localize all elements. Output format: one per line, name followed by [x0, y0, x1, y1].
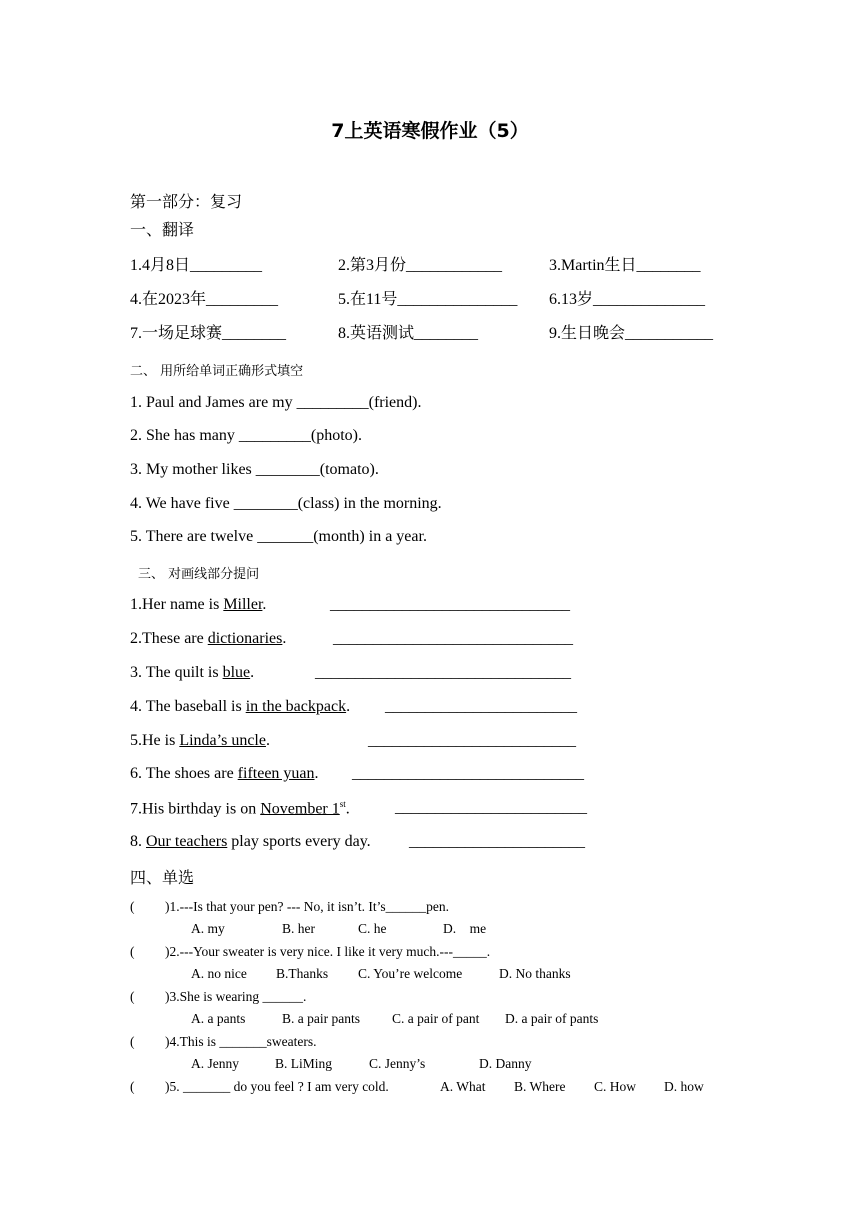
mc-option: B. LiMing — [275, 1056, 333, 1071]
translate-item: 3.Martin生日________ — [549, 257, 701, 274]
translate-item: 9.生日晚会___________ — [549, 325, 714, 342]
fill-item: 5. There are twelve _______(month) in a year. — [130, 528, 427, 545]
mc-option: B. a pair pants — [282, 1011, 360, 1026]
translate-item: 2.第3月份____________ — [338, 257, 503, 274]
fill-item: 3. My mother likes ________(tomato). — [130, 461, 379, 478]
answer-paren: ( — [130, 1079, 135, 1094]
answer-blank: ______________________________ — [330, 596, 570, 613]
mc-question: )2.---Your sweater is very nice. I like it very much.---_____. — [165, 944, 491, 959]
answer-blank: _____________________________ — [352, 765, 584, 782]
translate-item: 5.在11号_______________ — [338, 291, 518, 308]
translate-item: 7.一场足球赛________ — [130, 325, 287, 342]
answer-blank: ________________________ — [395, 799, 587, 816]
mc-option: D. a pair of pants — [505, 1011, 599, 1026]
mc-option: A. my — [191, 921, 225, 936]
mc-option: D. how — [664, 1079, 704, 1094]
mc-option: C. he — [358, 921, 387, 936]
mc-option: D. Danny — [479, 1056, 532, 1071]
mc-option: C. a pair of pant — [392, 1011, 480, 1026]
question-item: 3. The quilt is blue. — [130, 664, 255, 681]
translate-item: 6.13岁______________ — [549, 291, 706, 308]
fill-item: 1. Paul and James are my _________(friend). — [130, 394, 422, 411]
mc-option: B.Thanks — [276, 966, 329, 981]
mc-question: )1.---Is that your pen? --- No, it isn’t. It’s______pen. — [165, 899, 449, 914]
section2-heading: 二、 用所给单词正确形式填空 — [130, 364, 304, 379]
answer-blank: ______________________ — [409, 833, 585, 850]
question-item: 1.Her name is Miller. — [130, 596, 267, 613]
mc-option: C. Jenny’s — [369, 1056, 426, 1071]
mc-option: D. me — [443, 921, 487, 936]
part-heading: 第一部分：复习 — [130, 194, 243, 211]
question-item: 4. The baseball is in the backpack. — [130, 698, 351, 715]
answer-paren: ( — [130, 1034, 135, 1049]
mc-question: )5. _______ do you feel ? I am very cold. — [165, 1079, 389, 1094]
question-item: 5.He is Linda’s uncle. — [130, 732, 270, 749]
mc-option: A. a pants — [191, 1011, 246, 1026]
fill-item: 4. We have five ________(class) in the morning. — [130, 495, 442, 512]
page-title: 7上英语寒假作业（5） — [331, 120, 529, 142]
mc-option: B. Where — [514, 1079, 566, 1094]
section3-heading: 三、 对画线部分提问 — [138, 567, 260, 582]
mc-option: A. Jenny — [191, 1056, 239, 1071]
section1-heading: 一、翻译 — [130, 222, 195, 239]
mc-question: )3.She is wearing ______. — [165, 989, 307, 1004]
fill-item: 2. She has many _________(photo). — [130, 427, 362, 444]
question-item: 7.His birthday is on November 1st. — [130, 799, 350, 818]
section4-heading: 四、单选 — [130, 870, 195, 887]
translate-item: 1.4月8日_________ — [130, 257, 263, 274]
question-item: 8. Our teachers play sports every day. — [130, 833, 371, 850]
question-item: 6. The shoes are fifteen yuan. — [130, 765, 319, 782]
answer-blank: ______________________________ — [333, 630, 573, 647]
mc-option: A. What — [440, 1079, 486, 1094]
answer-blank: ________________________________ — [315, 664, 571, 681]
answer-paren: ( — [130, 899, 135, 914]
answer-blank: __________________________ — [368, 732, 576, 749]
mc-option: B. her — [282, 921, 315, 936]
answer-blank: ________________________ — [385, 698, 577, 715]
answer-paren: ( — [130, 944, 135, 959]
mc-option: D. No thanks — [499, 966, 571, 981]
answer-paren: ( — [130, 989, 135, 1004]
mc-option: C. How — [594, 1079, 637, 1094]
mc-question: )4.This is _______sweaters. — [165, 1034, 317, 1049]
mc-option: C. You’re welcome — [358, 966, 463, 981]
question-item: 2.These are dictionaries. — [130, 630, 287, 647]
mc-option: A. no nice — [191, 966, 247, 981]
translate-item: 4.在2023年_________ — [130, 291, 279, 308]
translate-item: 8.英语测试________ — [338, 325, 479, 342]
